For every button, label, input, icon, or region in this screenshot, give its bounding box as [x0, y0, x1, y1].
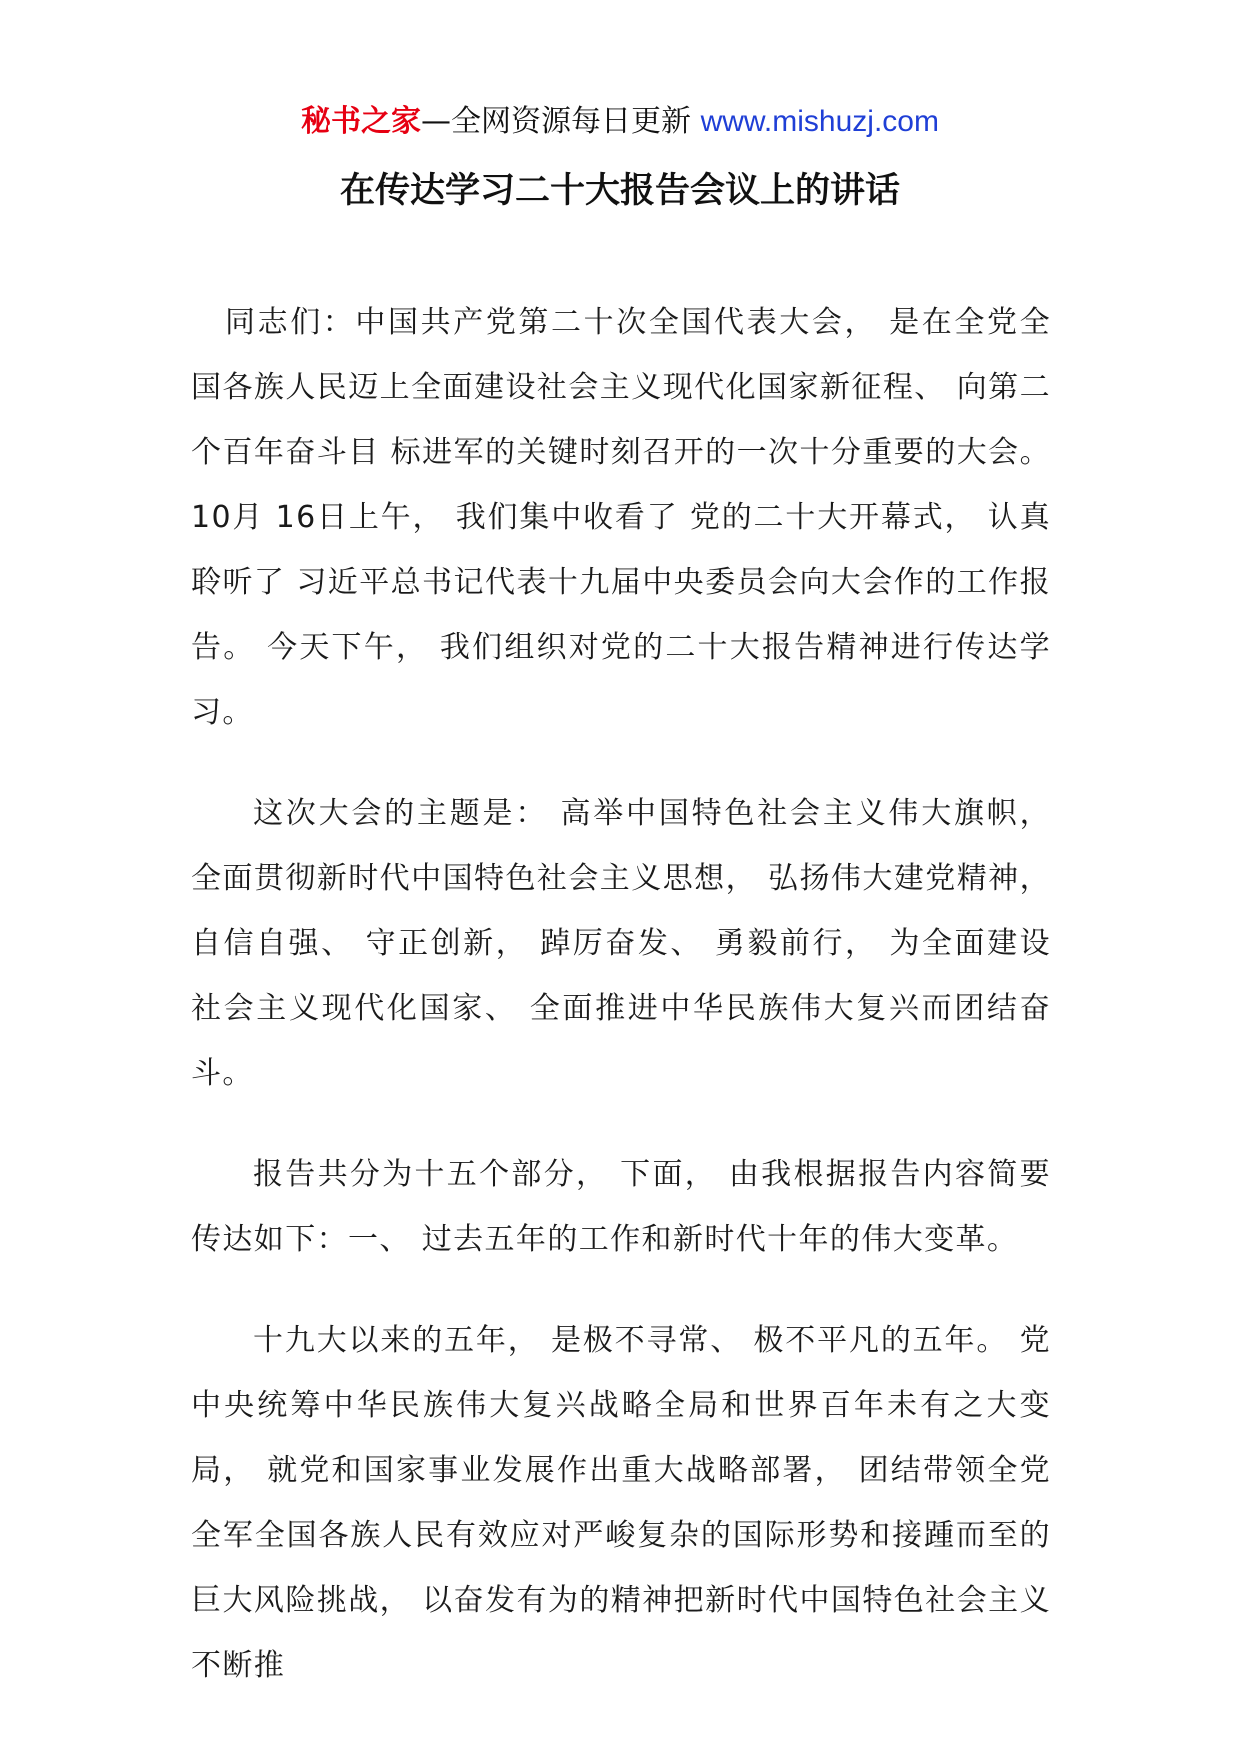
paragraph-theme: 这次大会的主题是： 高举中国特色社会主义伟大旗帜， 全面贯彻新时代中国特色社会主义思想， 弘扬伟大建党精神， 自信自强、 守正创新， 踔厉奋发、 勇毅前行， 为全面建设社会主义现代化国家、 全面推进中华民族伟大复兴而团结奋斗。 — [191, 796, 1051, 1091]
paragraph-opening: 同志们：中国共产党第二十次全国代表大会， 是在全党全国各族人民迈上全面建设社会主义现代化国家新征程、 向第二个百年奋斗目 标进军的关键时刻召开的一次十分重要的大会。10月 16日上午， 我们集中收看了 党的二十大开幕式， 认真聆听了 习近平总书记代表十九届中央委员会向大会作的工作报告。 今天下午， 我们组织对党的二十大报告精神进行传达学习。 — [191, 305, 1051, 730]
document-body — [191, 290, 1051, 1734]
paragraph-report-outline: 报告共分为十五个部分， 下面， 由我根据报告内容简要传达如下：一、 过去五年的工作和新时代十年的伟大变革。 — [191, 1157, 1051, 1257]
brand-name: 秘书之家 — [301, 104, 422, 139]
header-slogan: —全网资源每日更新 — [421, 104, 692, 139]
document-title: 在传达学习二十大报告会议上的讲话 — [339, 171, 900, 211]
paragraph-five-years: 十九大以来的五年， 是极不寻常、 极不平凡的五年。 党中央统筹中华民族伟大复兴战略全局和世界百年未有之大变局， 就党和国家事业发展作出重大战略部署， 团结带领全党全军全国各族人民有效应对严峻复杂的国际形势和接踵而至的巨大风险挑战， 以奋发有为的精神把新时代中国特色社会主义不断推 — [191, 1323, 1051, 1683]
site-url-link[interactable]: www.mishuzj.com — [700, 105, 939, 138]
site-header — [0, 100, 1240, 144]
